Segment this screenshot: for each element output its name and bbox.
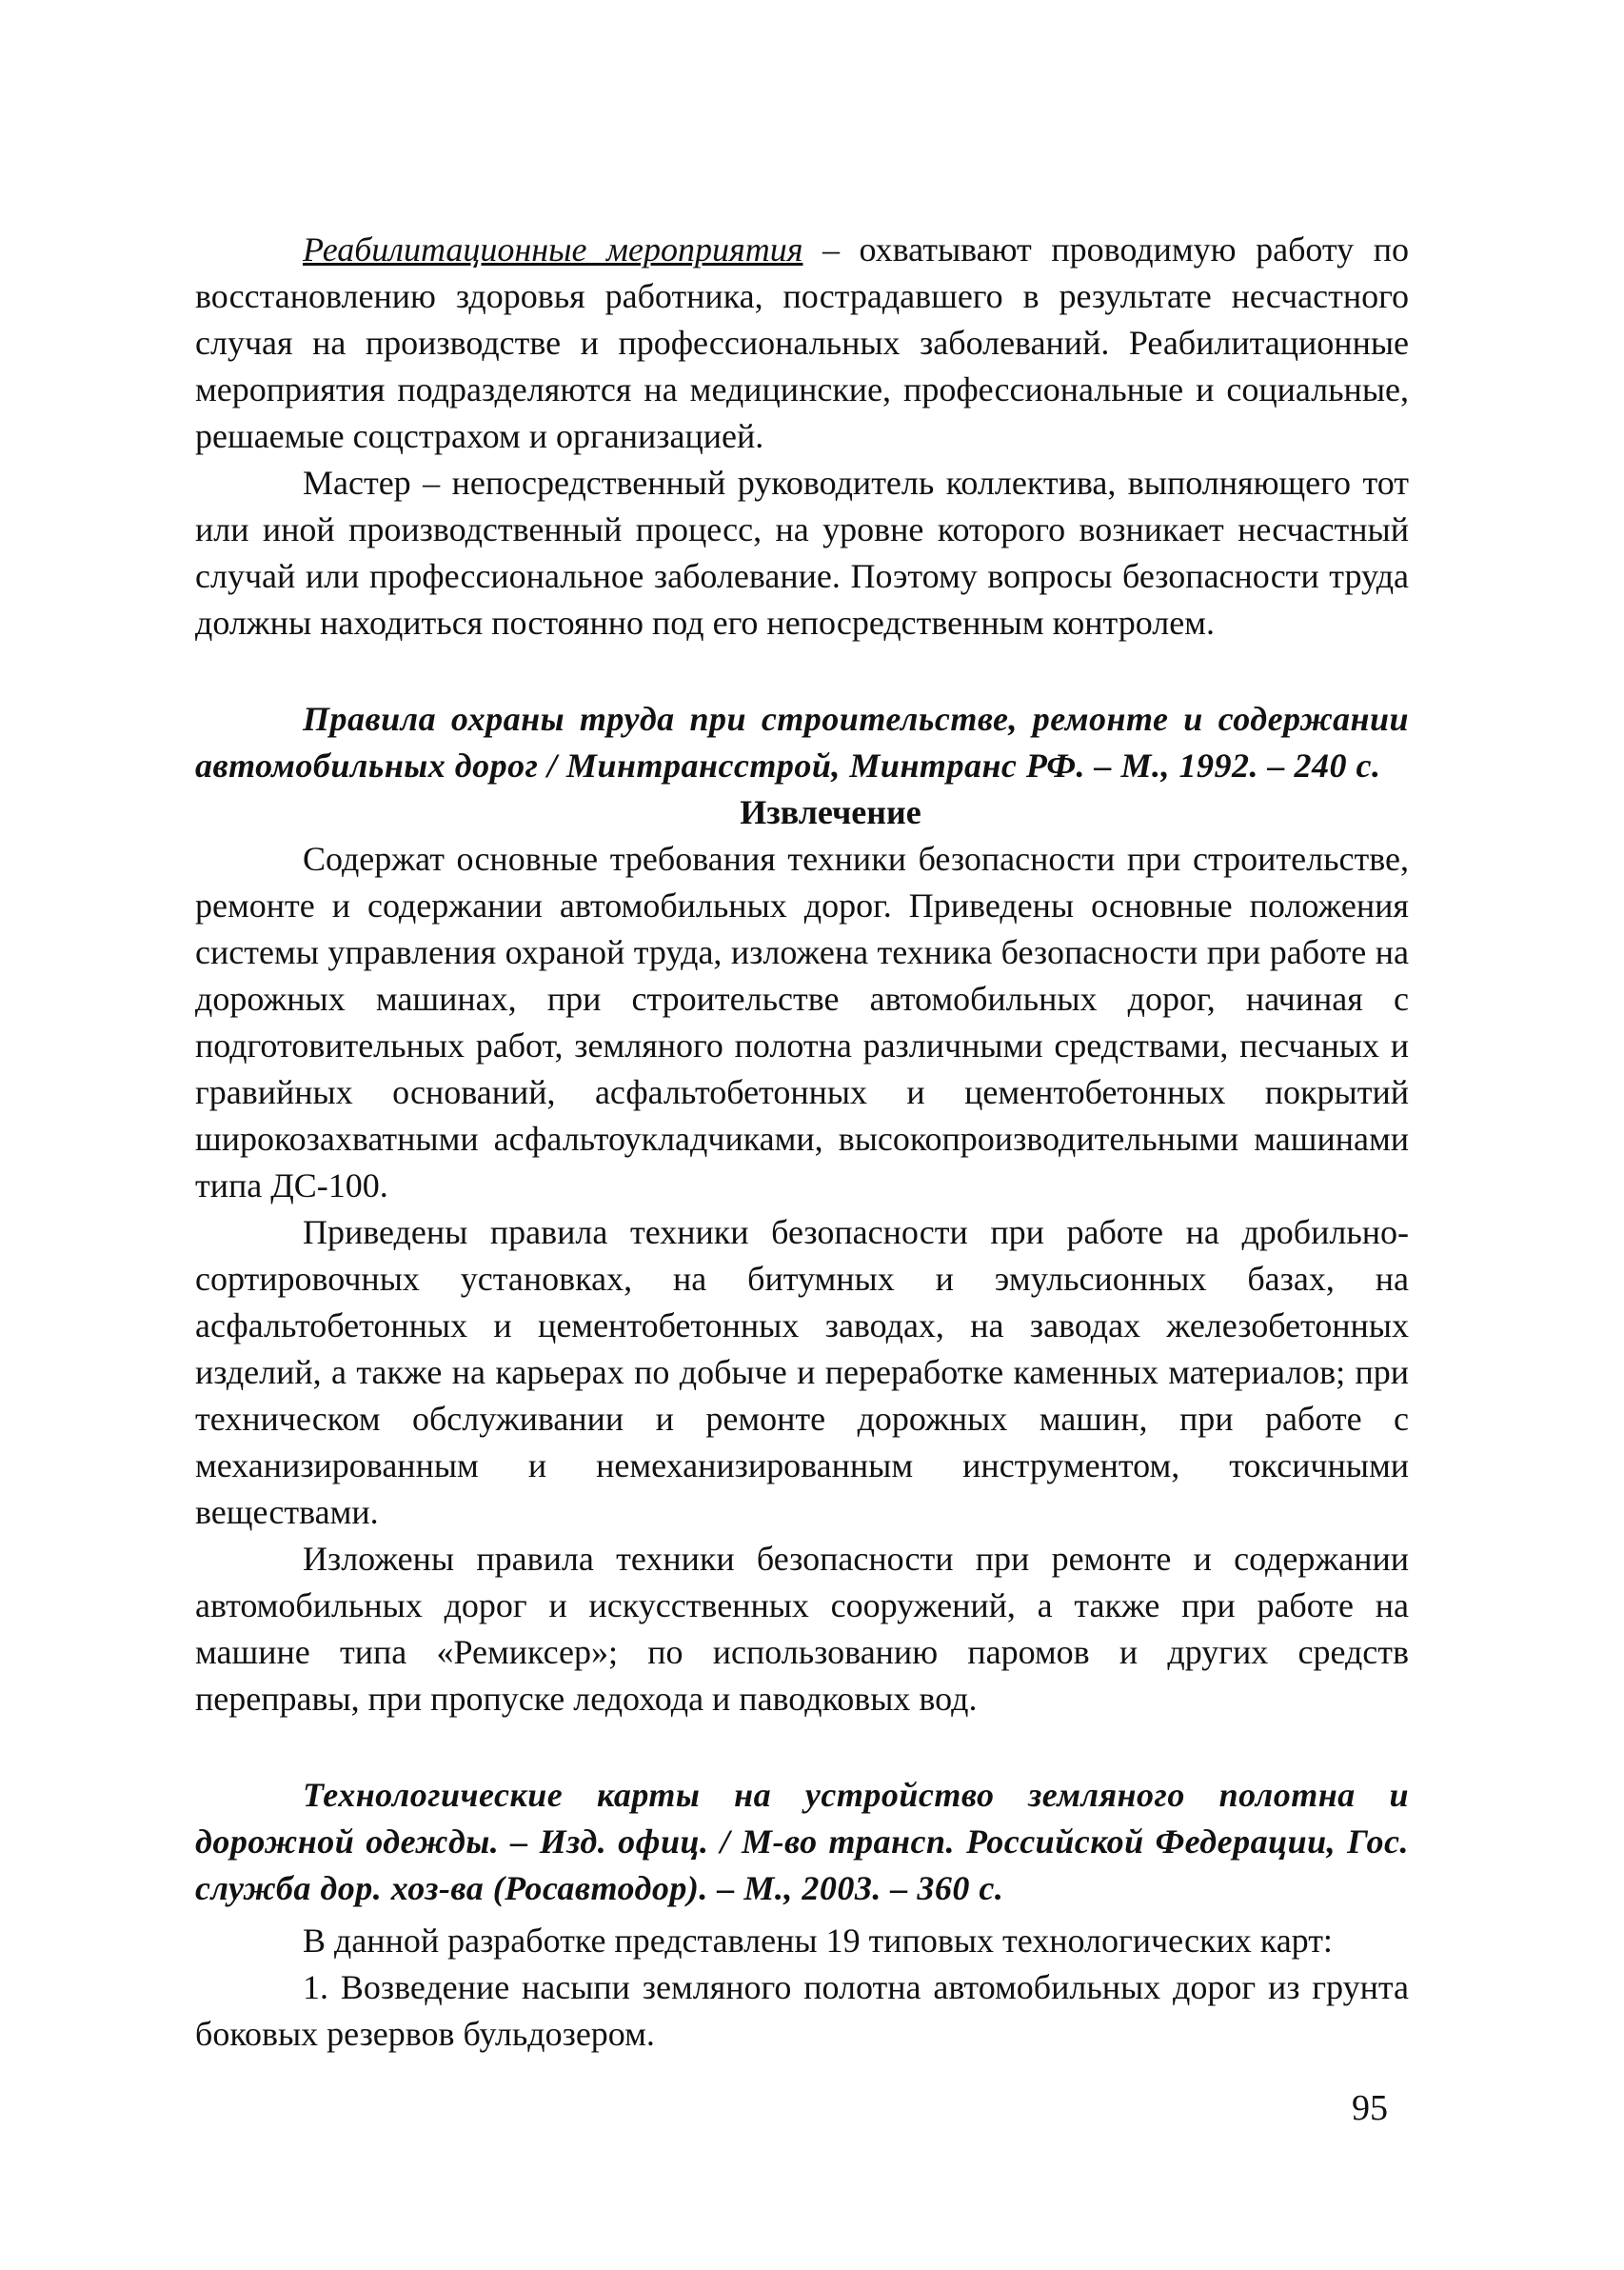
- section-gap: [195, 647, 1409, 696]
- subheading-extract: Извлечение: [740, 793, 921, 831]
- paragraph-safety-2: Приведены правила техники безопасности при работе на дробильно-сортировочных установках, на битумных и эмульсионных базах, на асфальтобетонных и цементобетонных заводах, на заводах железобетонных изделий, а также на карьерах по добыче и переработке каменных материалов; при техническом обслуживании и ремонте дорожных машин, при работе с механизированным и немеханизированным инструментом, токсичными веществами.: [195, 1213, 1409, 1531]
- paragraph-tech-maps-intro: В данной разработке представлены 19 типовых технологических карт:: [303, 1922, 1333, 1960]
- section-gap: [195, 1722, 1409, 1772]
- paragraph-rehabilitation-text: – охватывают проводимую работу по восстановлению здоровья работника, пострадавшего в результате несчастного случая на производстве и профессиональных заболеваний. Реабилитационные мероприятия подразделяются на медицинские, профессиональные и социальные, решаемые соцстрахом и организацией.: [195, 230, 1409, 455]
- paragraph-safety-3: Изложены правила техники безопасности при ремонте и содержании автомобильных дорог и искусственных сооружений, а также при работе на машине типа «Ремиксер»; по использованию паромов и других средств переправы, при пропуске ледохода и паводковых вод.: [195, 1540, 1409, 1718]
- reference-heading-tech-maps: Технологические карты на устройство земляного полотна и дорожной одежды. – Изд. офиц. / М-во трансп. Российской Федерации, Гос. служба дор. хоз-ва (Росавтодор). – М., 2003. – 360 с.: [195, 1776, 1409, 1907]
- page-content: [195, 227, 1409, 2058]
- page-number: 95: [1352, 2088, 1388, 2128]
- paragraph-rehabilitation: [195, 227, 1409, 460]
- reference-heading-safety-rules: Правила охраны труда при строительстве, ремонте и содержании автомобильных дорог / Минтрансстрой, Минтранс РФ. – М., 1992. – 240 с.: [195, 700, 1409, 785]
- paragraph-safety-1: Содержат основные требования техники безопасности при строительстве, ремонте и содержании автомобильных дорог. Приведены основные положения системы управления охраной труда, изложена техника безопасности при работе на дорожных машинах, при строительстве автомобильных дорог, начиная с подготовительных работ, земляного полотна различными средствами, песчаных и гравийных оснований, асфальтобетонных и цементобетонных покрытий широкозахватными асфальтоукладчиками, высокопроизводительными машинами типа ДС-100.: [195, 840, 1409, 1205]
- paragraph-tech-maps-item-1: 1. Возведение насыпи земляного полотна автомобильных дорог из грунта боковых резервов бульдозером.: [195, 1968, 1409, 2053]
- paragraph-master: Мастер – непосредственный руководитель коллектива, выполняющего тот или иной производственный процесс, на уровне которого возникает несчастный случай или профессиональное заболевание. Поэтому вопросы безопасности труда должны находиться постоянно под его непосредственным контролем.: [195, 464, 1409, 642]
- term-rehabilitation: Реабилитационные мероприятия: [303, 230, 803, 269]
